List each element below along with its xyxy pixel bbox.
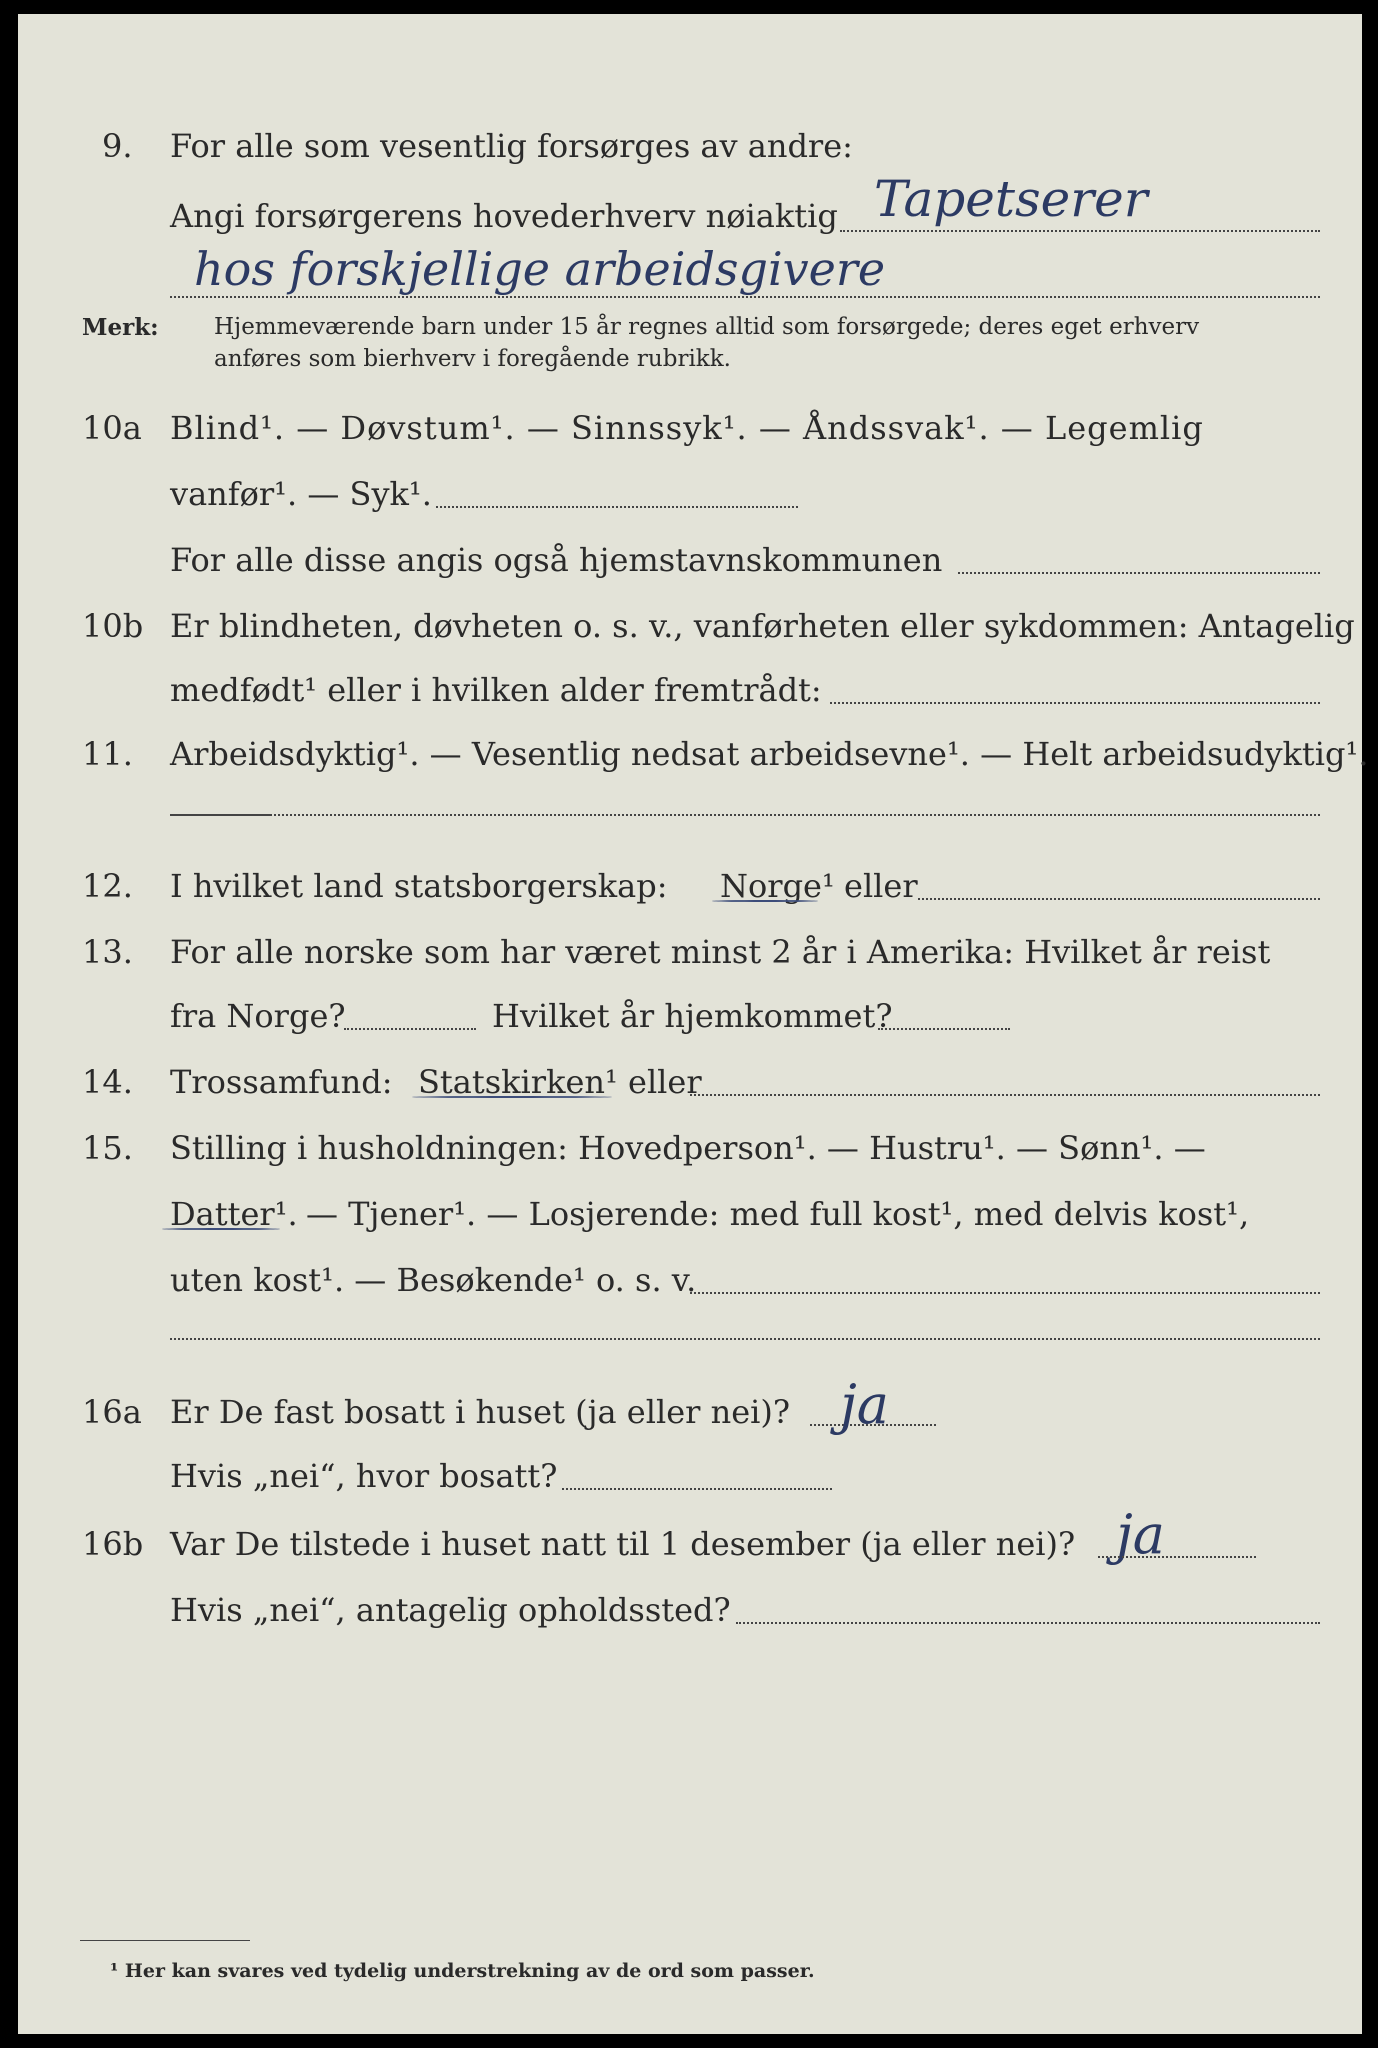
q14-number: 14. [82,1063,133,1101]
q15-number: 15. [82,1129,133,1167]
q9-answer-line [840,230,1320,232]
q13-line2b: Hvilket år hjemkommet? [492,997,893,1035]
q10b-number: 10b [82,607,144,645]
q14-answer-line [690,1094,1320,1096]
q11-rule [170,814,270,816]
q10a-syk-line [436,506,798,508]
footnote-rule [80,1940,250,1941]
q9-handwritten-answer2: hos forskjellige arbeidsgivere [194,242,886,296]
q14-prefix: Trossamfund: [170,1063,393,1101]
q15-choice-datter: Datter¹. [170,1195,298,1233]
q10a-kommune-line [958,572,1320,574]
q9-handwritten-answer1: Tapetserer [874,170,1148,228]
q16b-line2: Hvis „nei“, antagelig opholdssted? [170,1591,731,1629]
q10a-line3: For alle disse angis også hjemstavnskommunen [170,541,943,579]
q13-number: 13. [82,933,133,971]
q9-line2: Angi forsørgerens hovederhverv nøiaktig [170,197,838,235]
q12-number: 12. [82,867,133,905]
q10a-line2: vanfør¹. — Syk¹. [170,475,432,513]
q11-answer-line [170,814,1320,816]
q13-reist-line [344,1028,476,1030]
q11-line1: Arbeidsdyktig¹. — Vesentlig nedsat arbeidsevne¹. — Helt arbeidsudyktig¹. [170,735,1369,773]
q10a-number: 10a [82,409,142,447]
q15-line3: uten kost¹. — Besøkende¹ o. s. v. [170,1261,697,1299]
q12-answer-line [918,898,1320,900]
q16a-line1: Er De fast bosatt i huset (ja eller nei)? [170,1393,791,1431]
q16b-opholdssted-line [736,1622,1320,1624]
q16a-line2: Hvis „nei“, hvor bosatt? [170,1457,558,1495]
q15-answer-line [690,1292,1320,1294]
census-form-page [18,14,1369,2034]
q13-hjemkommet-line [878,1028,1010,1030]
q15-line2: — Tjener¹. — Losjerende: med full kost¹, med delvis kost¹, [306,1195,1250,1233]
q12-suffix: eller [844,867,918,905]
q16a-bosatt-line [562,1488,832,1490]
q16a-number: 16a [82,1393,142,1431]
q16a-handwritten-answer: ja [840,1373,889,1436]
q9-line1: For alle som vesentlig forsørges av andre: [170,127,853,165]
q10b-line2: medfødt¹ eller i hvilken alder fremtrådt: [170,671,822,709]
q12-choice-norge: Norge¹ [720,867,835,905]
q12-choice-underline [712,900,818,902]
q12-prefix: I hvilket land statsborgerskap: [170,867,668,905]
q15-line1: Stilling i husholdningen: Hovedperson¹. — Hustru¹. — Sønn¹. — [170,1129,1206,1167]
q13-line2a: fra Norge? [170,997,346,1035]
q15-answer-line2 [170,1338,1320,1340]
footnote: ¹ Her kan svares ved tydelig understrekning av de ord som passer. [110,1960,815,1982]
merk-label: Merk: [82,314,159,341]
q16b-handwritten-answer: ja [1116,1503,1165,1566]
q16b-line1: Var De tilstede i huset natt til 1 desember (ja eller nei)? [170,1525,1076,1563]
q14-choice-underline [412,1096,612,1098]
q16b-number: 16b [82,1525,144,1563]
q14-choice: Statskirken¹ eller [418,1063,702,1101]
q9-answer-line2 [170,296,1320,298]
q11-number: 11. [82,735,133,773]
q15-choice-underline [162,1228,280,1230]
q10b-line1: Er blindheten, døvheten o. s. v., vanførheten eller sykdommen: Antagelig [170,607,1355,645]
q9-number: 9. [102,127,133,165]
q10b-answer-line [830,702,1320,704]
q13-line1: For alle norske som har været minst 2 år i Amerika: Hvilket år reist [170,933,1271,971]
merk-line2: anføres som bierhverv i foregående rubrikk. [214,346,731,372]
merk-line1: Hjemmeværende barn under 15 år regnes alltid som forsørgede; deres eget erhverv [214,314,1200,340]
q10a-line1: Blind¹. — Døvstum¹. — Sinnssyk¹. — Åndssvak¹. — Legemlig [170,409,1204,447]
q16b-answer-line [1098,1556,1256,1558]
